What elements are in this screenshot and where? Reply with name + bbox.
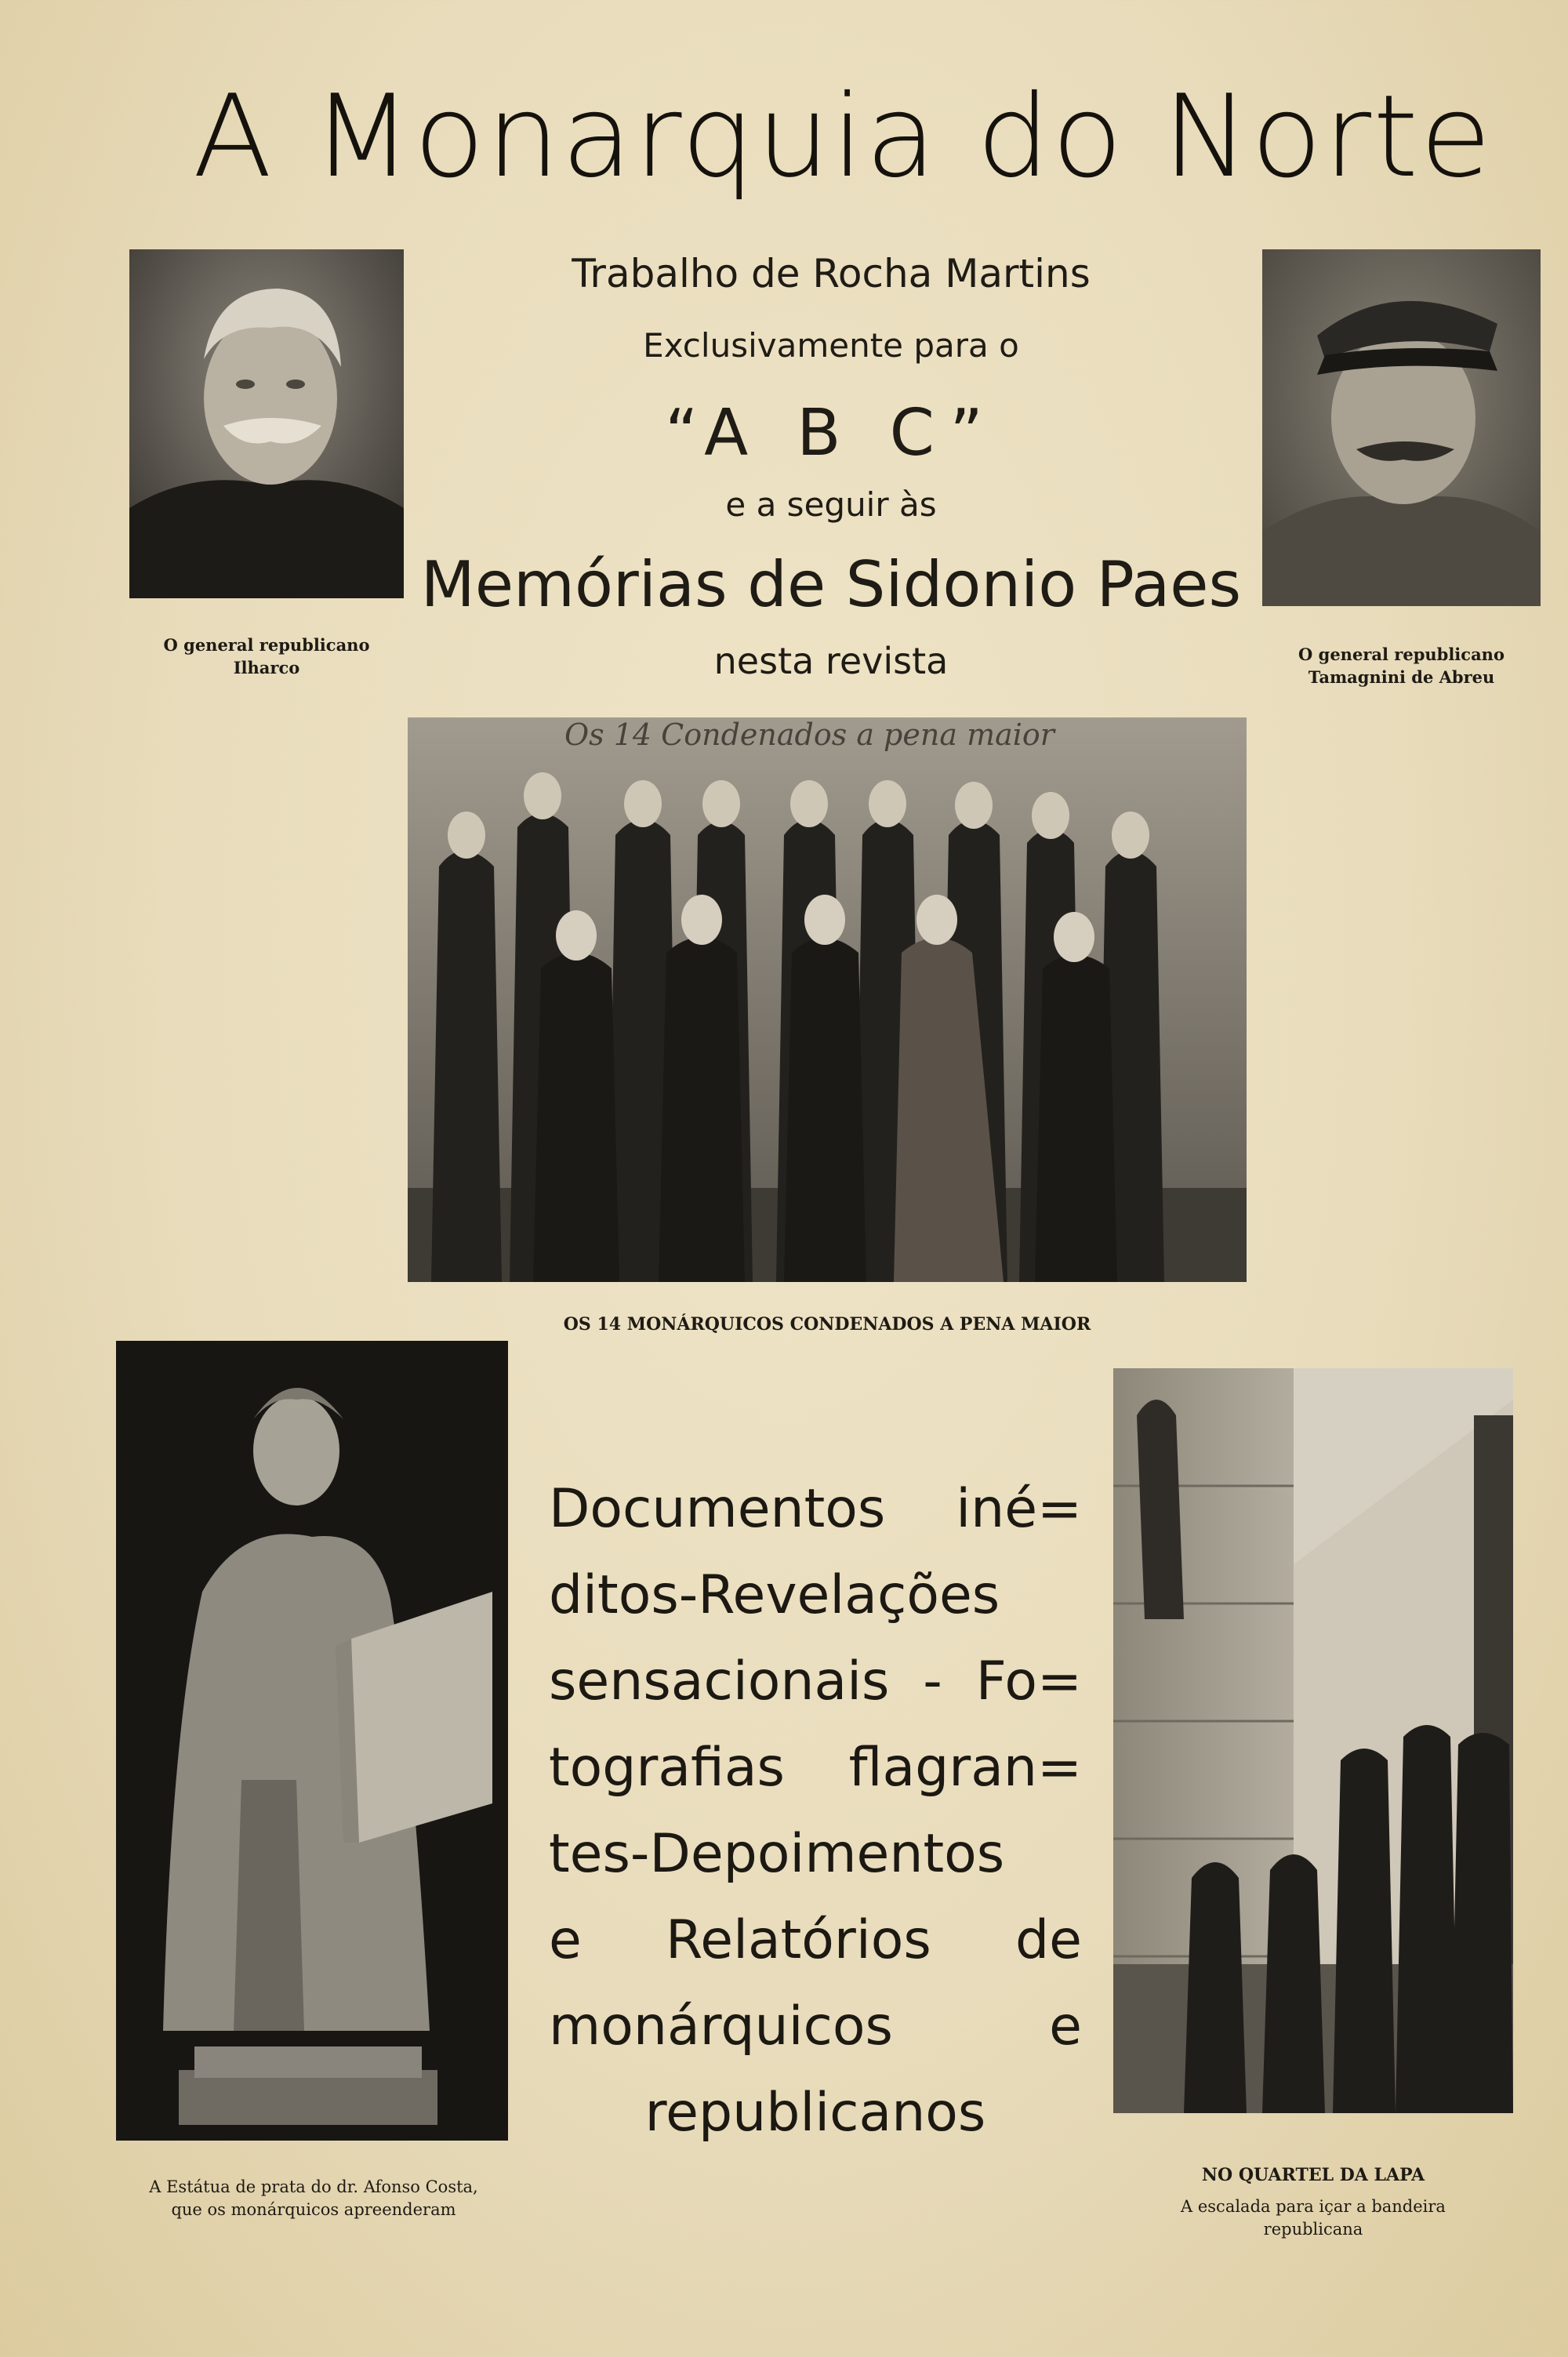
group-photo-inscription: Os 14 Condenados a pena maior	[564, 717, 1054, 752]
caption-statue-line2: que os monárquicos apreenderam	[171, 2200, 456, 2219]
blurb-line-1: Documentos iné=	[549, 1478, 1082, 1540]
blurb-line-2: ditos-Revelações	[549, 1564, 1000, 1626]
subtitle-following: e a seguir às	[725, 485, 937, 524]
subtitle-memorias: Memórias de Sidonio Paes	[420, 548, 1242, 621]
caption-ilharco-line1: O general republicano	[163, 635, 370, 655]
caption-tamagnini-line2: Tamagnini de Abreu	[1308, 667, 1495, 687]
portrait-tamagnini-photo	[1262, 249, 1541, 606]
subtitle-magazine: “A B C”	[665, 396, 997, 470]
caption-ilharco-line2: Ilharco	[233, 658, 300, 677]
blurb-line-6: e Relatórios de	[549, 1909, 1082, 1971]
caption-group-photo: OS 14 MONÁRQUICOS CONDENADOS A PENA MAIOR	[563, 1314, 1091, 1335]
subtitle-author: Trabalho de Rocha Martins	[572, 251, 1091, 296]
statue-photo	[116, 1341, 508, 2141]
subtitle-exclusive: Exclusivamente para o	[643, 326, 1019, 365]
caption-tamagnini-line1: O general republicano	[1298, 645, 1504, 664]
feature-blurb	[549, 1466, 1082, 2156]
blurb-line-3: sensacionais - Fo=	[549, 1651, 1082, 1712]
group-photo	[408, 717, 1247, 1282]
blurb-line-5: tes-Depoimentos	[549, 1823, 1005, 1885]
blurb-line-4: tografias flagran=	[549, 1737, 1082, 1799]
blurb-line-8: republicanos	[644, 2082, 986, 2144]
caption-lapa-line2: A escalada para içar a bandeira	[1181, 2197, 1446, 2216]
lapa-photo	[1113, 1368, 1513, 2113]
caption-lapa-title: NO QUARTEL DA LAPA	[1201, 2165, 1425, 2185]
page-title: A Monarquia do Norte	[192, 71, 1494, 203]
portrait-ilharco-photo	[129, 249, 404, 598]
caption-lapa-line3: republicana	[1263, 2220, 1363, 2239]
caption-statue-line1: A Estátua de prata do dr. Afonso Costa,	[149, 2177, 478, 2196]
subtitle-revista: nesta revista	[713, 640, 949, 682]
blurb-line-7: monárquicos e	[549, 1996, 1082, 2057]
